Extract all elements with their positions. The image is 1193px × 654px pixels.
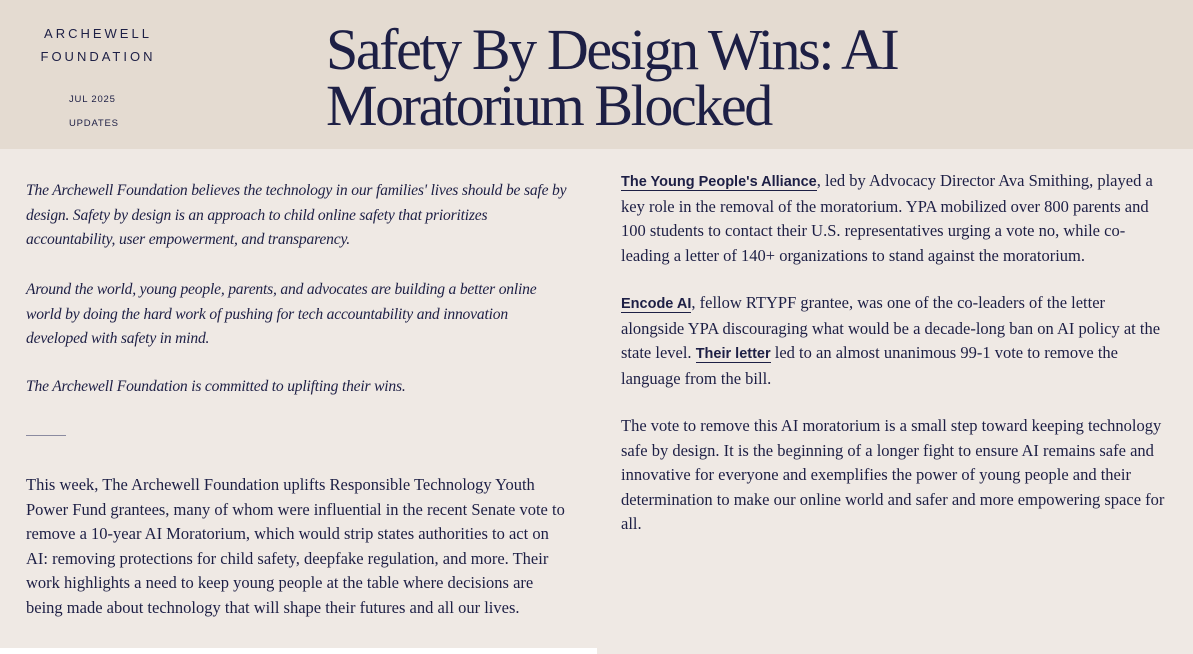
right-column [597,149,1193,654]
body-paragraph-1: This week, The Archewell Foundation uplifts Responsible Technology Youth Power Fund grantees, many of whom were influential in the recent Senate vote to remove a 10-year AI Moratorium, which would strip states authorities to act on AI: removing protections for child safety, deepfake regulation, and more. Their work highlights a need to keep young people at the table where decisions are being made about technology that will shape their futures and all our lives. [26,475,565,617]
body-paragraph-3 [621,291,1166,391]
logo-line-1: ARCHEWELL [44,26,152,41]
link-young-peoples-alliance[interactable]: The Young People's Alliance [621,174,817,190]
body-paragraph-2 [621,169,1166,268]
archewell-logo[interactable] [0,22,196,68]
paragraph-3-text-b: led to an almost unanimous 99-1 vote to remove the language from the bill. [621,343,1118,388]
article-date: JUL 2025 [69,94,116,105]
body-paragraph-4: The vote to remove this AI moratorium is a small step toward keeping technology safe by design. It is the beginning of a longer fight to ensure AI remains safe and innovative for everyone and exemplifies the power of young people and their determination to make our online world and safer and more empowering space for all. [621,416,1165,533]
paragraph-3-text-a: , fellow RTYPF grantee, was one of the co-leaders of the letter alongside YPA discouraging what would be a decade-long ban on AI policy at the state level. [621,293,1161,362]
paragraph-2-text: , led by Advocacy Director Ava Smithing, played a key role in the removal of the moratorium. YPA mobilized over 800 parents and 100 students to contact their U.S. representatives urging a vote no, while co-leading a letter of 140+ organizations to stand against the moratorium. [621,171,1153,265]
section-divider [26,435,66,436]
logo-line-2: FOUNDATION [40,49,156,64]
link-their-letter[interactable]: Their letter [695,346,771,362]
link-encode-ai[interactable]: Encode AI [621,296,692,312]
intro-paragraph-1: The Archewell Foundation believes the technology in our families' lives should be safe by design. Safety by design is an approach to child online safety that prioritizes accountability, user empowerment, and transparency. [26,182,567,248]
article-category[interactable]: UPDATES [69,118,119,129]
intro-paragraph-3: The Archewell Foundation is committed to uplifting their wins. [26,378,406,395]
left-column [0,149,597,648]
article-header [0,0,1193,149]
intro-paragraph-2: Around the world, young people, parents, and advocates are building a better online world by doing the hard work of pushing for tech accountability and innovation developed with safety in mind. [26,281,537,347]
page-title: Safety By Design Wins: AI Moratorium Blocked [326,17,898,138]
